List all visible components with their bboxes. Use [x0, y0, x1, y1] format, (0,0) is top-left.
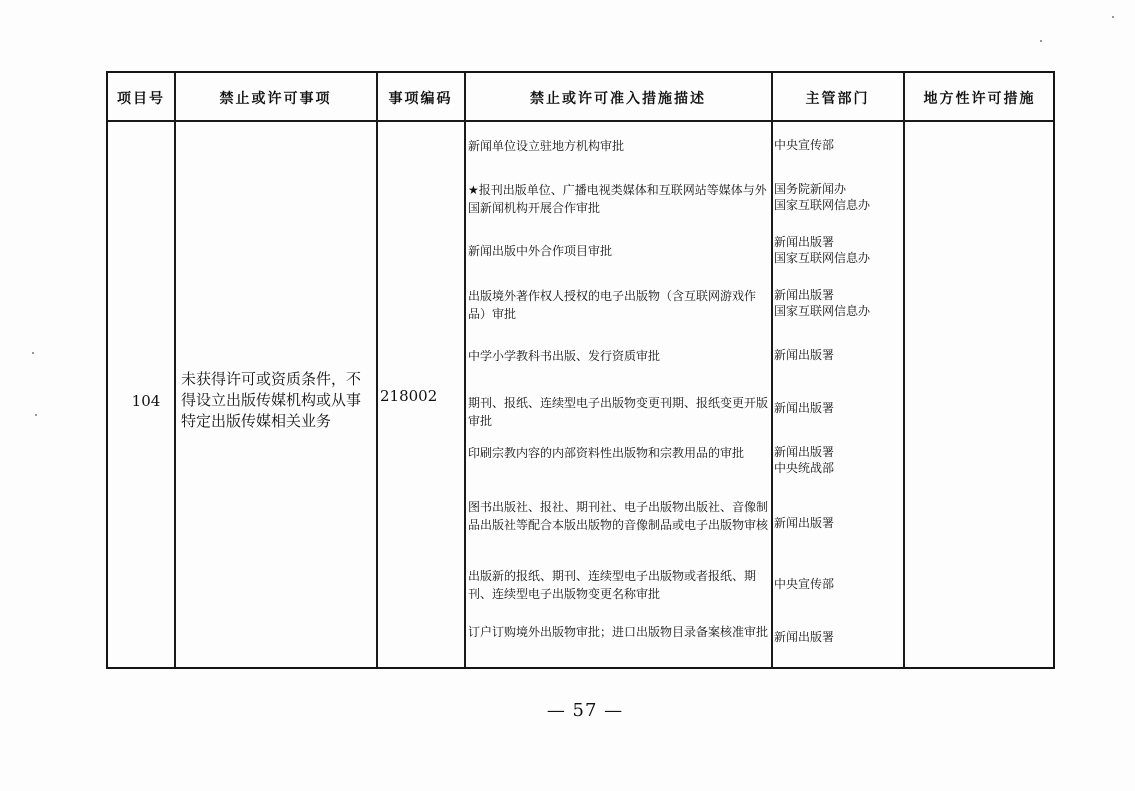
measure-description: 印刷宗教内容的内部资料性出版物和宗教用品的审批 — [468, 446, 745, 460]
column-divider — [464, 73, 466, 667]
measure-description: ★报刊出版单位、广播电视类媒体和互联网站等媒体与外国新闻机构开展合作审批 — [468, 183, 767, 215]
department-cell: 新闻出版署 国家互联网信息办 — [774, 235, 871, 265]
department-cell: 中央宣传部 — [774, 138, 835, 152]
measure-description: 出版新的报纸、期刊、连续型电子出版物或者报纸、期刊、连续型电子出版物变更名称审批 — [468, 569, 757, 601]
measure-description: 订户订购境外出版物审批；进口出版物目录备案核准审批 — [468, 625, 769, 639]
header-item-number: 项目号 — [117, 91, 165, 107]
column-divider — [903, 73, 905, 667]
department-cell: 新闻出版署 — [774, 630, 835, 644]
measure-description: 出版境外著作权人授权的电子出版物（含互联网游戏作品）审批 — [468, 289, 757, 321]
department-cell: 新闻出版署 中央统战部 — [774, 445, 835, 475]
department-cell: 国务院新闻办 国家互联网信息办 — [774, 182, 871, 212]
prohibition-cell: 未获得许可或资质条件，不得设立出版传媒机构或从事特定出版传媒相关业务 — [181, 370, 362, 430]
scan-speck — [35, 414, 37, 416]
page-number: — 57 — — [546, 700, 624, 721]
measure-description: 新闻出版中外合作项目审批 — [468, 244, 613, 258]
department-cell: 新闻出版署 — [774, 348, 835, 362]
measure-description: 中学小学教科书出版、发行资质审批 — [468, 349, 661, 363]
header-prohibition-or-license: 禁止或许可事项 — [219, 91, 332, 107]
department-cell: 新闻出版署 — [774, 401, 835, 415]
department-cell: 新闻出版署 — [774, 516, 835, 530]
measure-description: 图书出版社、报社、期刊社、电子出版物出版社、音像制品出版社等配合本版出版物的音像制品或电子出版物审核 — [468, 500, 769, 532]
column-divider — [376, 73, 378, 667]
column-divider — [174, 73, 176, 667]
measure-description: 新闻单位设立驻地方机构审批 — [468, 139, 625, 153]
license-table — [106, 71, 1055, 669]
department-cell: 新闻出版署 国家互联网信息办 — [774, 288, 871, 318]
scan-speck — [32, 352, 34, 354]
header-measure-description: 禁止或许可准入措施描述 — [530, 91, 706, 107]
measure-description: 期刊、报纸、连续型电子出版物变更刊期、报纸变更开版审批 — [468, 396, 769, 428]
header-divider — [108, 120, 1053, 122]
scan-speck — [1040, 40, 1042, 42]
department-cell: 中央宣传部 — [774, 577, 835, 591]
item-number-cell: 104 — [131, 392, 161, 410]
header-item-code: 事项编码 — [388, 91, 453, 107]
header-competent-department: 主管部门 — [805, 91, 870, 107]
item-code-cell: 218002 — [380, 387, 438, 405]
scan-speck — [1112, 16, 1114, 18]
header-local-license-measures: 地方性许可措施 — [923, 91, 1036, 107]
